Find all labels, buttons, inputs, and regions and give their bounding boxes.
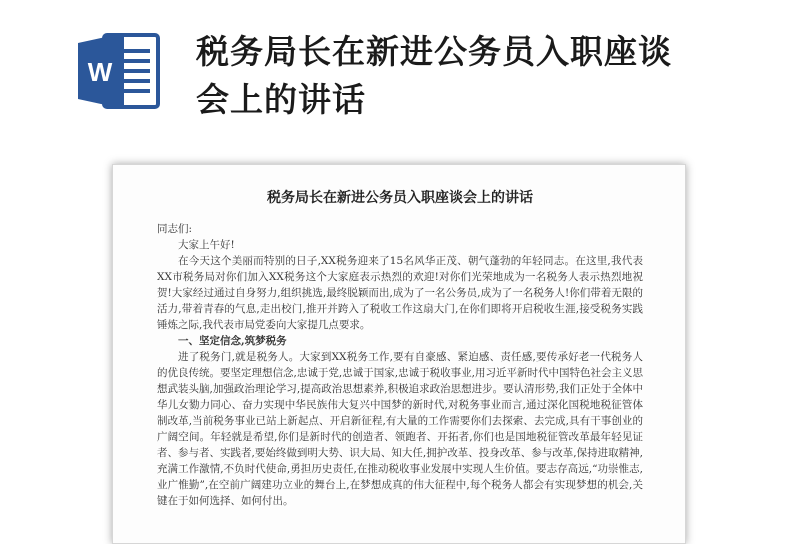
greeting: 大家上午好! bbox=[178, 239, 235, 251]
slide-header bbox=[0, 0, 800, 160]
document-body bbox=[157, 221, 643, 509]
page-title-line-2: 会上的讲话 bbox=[196, 80, 366, 119]
section-paragraph-1: 进了税务门,就是税务人。大家到XX税务工作,要有自豪感、紧迫感、责任感,要传承好老一代税务人的优良传统。要坚定理想信念,忠诚于党,忠诚于国家,忠诚于税收事业,用习近平新时代中国特色社会主义思想武装头脑,加强政治理论学习,提高政治思想素养,积极追求政治思想进步。要认清形势,我们正处于全体中华儿女勠力同心、奋力实现中华民族伟大复兴中国梦的新时代,对税务事业而言,通过深化国税地税征管体制改革,当前税务事业已站上新起点、开启新征程,有大量的工作需要你们去探索、去完成,具有干事创业的广阔空间。年轻就是希望,你们是新时代的创造者、领跑者、开拓者,你们也是国地税征管改革最年轻见证者、参与者、实践者,要始终做到明大势、识大局、知大任,拥护改革、投身改革、参与改革,保持进取精神,充满工作激情,不负时代使命,勇担历史责任,在推动税收事业发展中实现人生价值。要志存高远,“功崇惟志,业广惟勤”,在空前广阔建功立业的舞台上,在梦想成真的伟大征程中,每个税务人都会有实现梦想的机会,关键在于如何选择、如何付出。 bbox=[157, 351, 643, 507]
document-page bbox=[112, 164, 686, 544]
document-title: 税务局长在新进公务员入职座谈会上的讲话 bbox=[267, 190, 533, 206]
section-heading-1: 一、坚定信念,筑梦税务 bbox=[178, 335, 287, 347]
intro-paragraph: 在今天这个美丽而特别的日子,XX税务迎来了15名风华正茂、朝气蓬勃的年轻同志。在这里,我代表XX市税务局对你们加入XX税务这个大家庭表示热烈的欢迎!对你们光荣地成为一名税务人表示热烈地祝贺!大家经过通过自身努力,组织挑选,最终脱颖而出,成为了一名公务员,成为了一名税务人!你们带着无限的活力,带着青春的气息,走出校门,推开并跨入了税收工作这扇大门,在你们即将开启税收生涯,接受税务实践锤炼之际,我代表市局党委向大家提几点要求。 bbox=[157, 255, 643, 331]
word-document-icon bbox=[76, 31, 164, 111]
salutation: 同志们: bbox=[157, 223, 193, 235]
page-title-line-1: 税务局长在新进公务员入职座谈 bbox=[196, 32, 672, 71]
page-title bbox=[196, 28, 756, 124]
word-icon-letter: W bbox=[87, 57, 113, 87]
